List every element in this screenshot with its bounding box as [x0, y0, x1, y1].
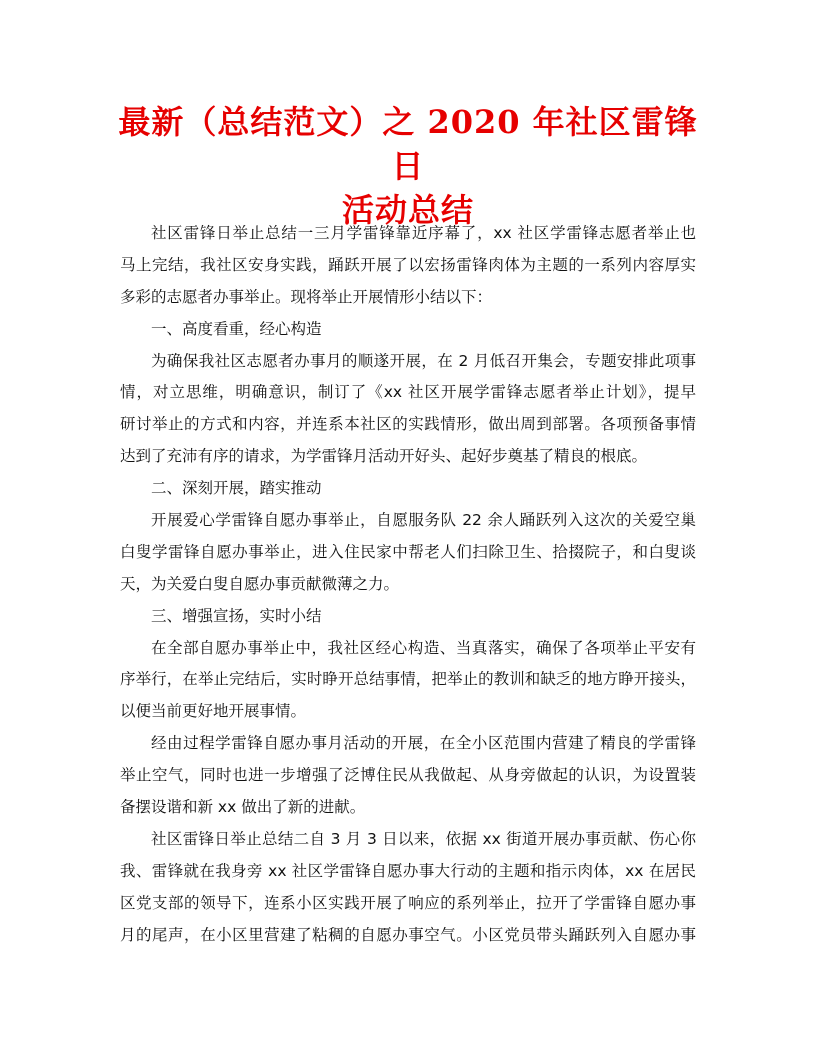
text-line: 二、深刻开展，踏实推动	[151, 479, 322, 498]
text-line: 序举行，在举止完结后，实时睁开总结事情，把举止的教训和缺乏的地方睁开接头，	[120, 670, 696, 689]
text-line: 在全部自愿办事举止中，我社区经心构造、当真落实，确保了各项举止平安有	[151, 638, 696, 657]
text-line: 三、增强宣扬，实时小结	[151, 606, 322, 625]
text-line: 多彩的志愿者办事举止。现将举止开展情形小结以下：	[120, 287, 493, 306]
document-body	[120, 218, 696, 951]
text-line: 达到了充沛有序的请求，为学雷锋月活动开好头、起好步奠基了精良的根底。	[120, 447, 648, 466]
text-line: 区党支部的领导下，连系小区实践开展了响应的系列举止，拉开了学雷锋自愿办事	[120, 893, 696, 912]
text-line: 举止空气，同时也进一步增强了泛博住民从我做起、从身旁做起的认识，为设置装	[120, 766, 696, 785]
text-line: 社区雷锋日举止总结一三月学雷锋靠近序幕了，xx 社区学雷锋志愿者举止也	[151, 224, 696, 242]
text-line: 以便当前更好地开展事情。	[120, 702, 307, 721]
text-line: 马上完结，我社区安身实践，踊跃开展了以宏扬雷锋肉体为主题的一系列内容厚实	[120, 255, 696, 274]
document-title	[110, 100, 706, 232]
title-line-1: 最新（总结范文）之 2020 年社区雷锋日	[118, 103, 698, 185]
text-line: 月的尾声，在小区里营建了粘稠的自愿办事空气。小区党员带头踊跃列入自愿办事	[120, 925, 696, 944]
text-line: 我、雷锋就在我身旁 xx 社区学雷锋自愿办事大行动的主题和指示肉体，xx 在居民	[120, 861, 696, 880]
text-line: 开展爱心学雷锋自愿办事举止，自愿服务队 22 余人踊跃列入这次的关爱空巢	[151, 511, 696, 530]
text-line: 为确保我社区志愿者办事月的顺遂开展，在 2 月低召开集会，专题安排此项事	[151, 351, 696, 370]
title-line-2: 活动总结	[341, 191, 474, 229]
text-line: 白叟学雷锋自愿办事举止，进入住民家中帮老人们扫除卫生、拾掇院子，和白叟谈	[120, 542, 696, 561]
text-line: 情，对立思维，明确意识，制订了《xx 社区开展学雷锋志愿者举止计划》，提早	[120, 383, 696, 402]
text-line: 一、高度看重，经心构造	[151, 319, 322, 338]
text-line: 社区雷锋日举止总结二自 3 月 3 日以来，依据 xx 街道开展办事贡献、伤心你	[151, 829, 696, 848]
text-line: 天，为关爱白叟自愿办事贡献微薄之力。	[120, 574, 400, 593]
text-line: 备摆设谐和新 xx 做出了新的进献。	[120, 798, 366, 817]
text-line: 经由过程学雷锋自愿办事月活动的开展，在全小区范围内营建了精良的学雷锋	[151, 734, 696, 753]
text-line: 研讨举止的方式和内容，并连系本社区的实践情形，做出周到部署。各项预备事情	[120, 415, 696, 434]
